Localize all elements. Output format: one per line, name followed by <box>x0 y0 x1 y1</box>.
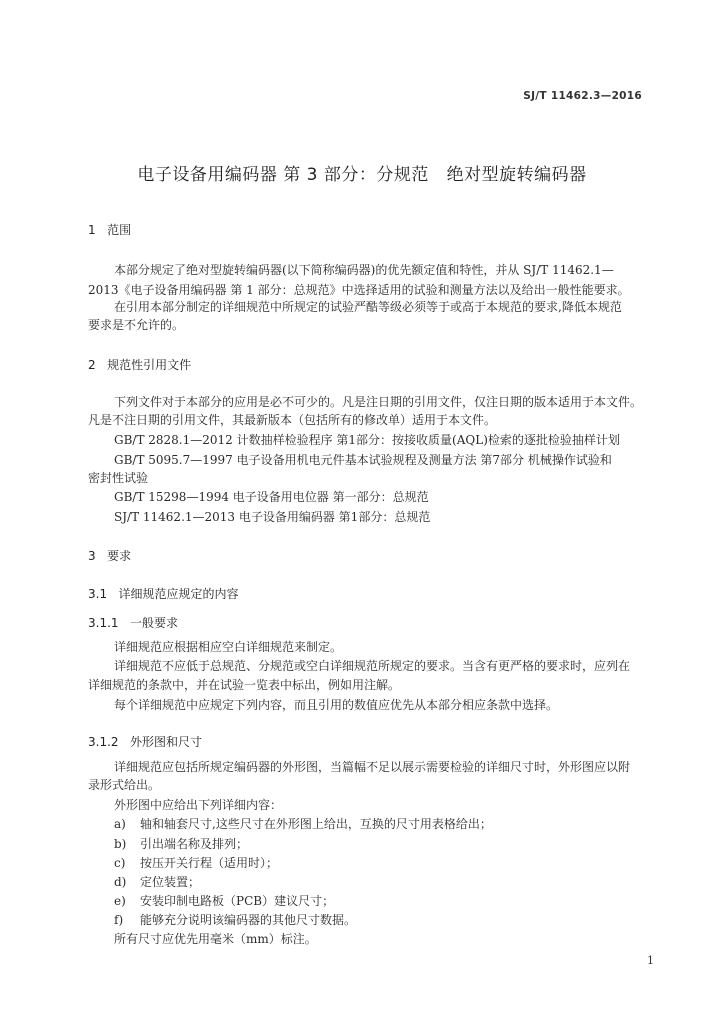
list-item-text: 安装印制电路板（PCB）建议尺寸； <box>140 894 335 908</box>
reference-item: GB/T 15298—1994 电子设备用电位器 第一部分：总规范 <box>114 490 429 504</box>
reference-item: SJ/T 11462.1—2013 电子设备用编码器 第1部分：总规范 <box>114 510 431 524</box>
paragraph-line: 2013《电子设备用编码器 第 1 部分：总规范》中选择适用的试验和测量方法以及给出一般性能要求。 <box>88 283 630 297</box>
list-item <box>114 872 200 892</box>
list-item-label: e) <box>114 894 126 908</box>
paragraph-line: 下列文件对于本部分的应用是必不可少的。凡是注日期的引用文件，仅注日期的版本适用于本文件。 <box>114 395 643 409</box>
list-item <box>114 814 492 834</box>
list-item <box>114 891 334 911</box>
paragraph-line: 凡是不注日期的引用文件，其最新版本（包括所有的修改单）适用于本文件。 <box>88 413 497 427</box>
list-item-text: 按压开关行程（适用时）； <box>140 856 279 870</box>
document-title: 电子设备用编码器 第 3 部分：分规范 绝对型旋转编码器 <box>137 165 587 185</box>
list-item-text: 引出端名称及排列； <box>140 837 249 851</box>
paragraph-line: 每个详细规范中应规定下列内容，而且引用的数值应优先从本部分相应条款中选择。 <box>114 698 559 712</box>
paragraph-line: 要求是不允许的。 <box>88 318 185 332</box>
reference-item-continued: 密封性试验 <box>88 471 149 485</box>
reference-item: GB/T 2828.1—2012 计数抽样检验程序 第1部分：按接收质量(AQL)检索的逐批检验抽样计划 <box>114 433 620 447</box>
list-item-label: d) <box>114 875 127 889</box>
paragraph-line: 在引用本部分制定的详细规范中所规定的试验严酷等级必须等于或高于本规范的要求,降低本规范 <box>114 300 622 314</box>
paragraph-line: 本部分规定了绝对型旋转编码器(以下简称编码器)的优先额定值和特性，并从 SJ/T 11462.1— <box>114 263 614 277</box>
paragraph-line: 详细规范应根据相应空白详细规范来制定。 <box>114 640 343 654</box>
section-3-1-1-heading: 3.1.1 一般要求 <box>88 616 178 630</box>
list-item-text: 轴和轴套尺寸,这些尺寸在外形图上给出，互换的尺寸用表格给出； <box>140 817 492 831</box>
list-item-text: 能够充分说明该编码器的其他尺寸数据。 <box>140 913 357 927</box>
reference-item: GB/T 5095.7—1997 电子设备用机电元件基本试验规程及测量方法 第7部分 机械操作试验和 <box>114 453 612 467</box>
section-3-1-2-heading: 3.1.2 外形图和尺寸 <box>88 735 202 749</box>
paragraph-line: 详细规范不应低于总规范、分规范或空白详细规范所规定的要求。当含有更严格的要求时，应列在 <box>114 659 631 673</box>
paragraph-line: 录形式给出。 <box>88 778 161 792</box>
standard-code: SJ/T 11462.3—2016 <box>523 90 642 102</box>
list-item <box>114 910 356 930</box>
section-3-1-heading: 3.1 详细规范应规定的内容 <box>88 587 239 601</box>
list-item <box>114 853 278 873</box>
list-item-label: a) <box>114 817 126 831</box>
paragraph-line: 外形图中应给出下列详细内容： <box>114 798 283 812</box>
page-number: 1 <box>647 954 654 967</box>
paragraph-line: 所有尺寸应优先用毫米（mm）标注。 <box>114 932 317 946</box>
list-item-label: f) <box>114 913 124 927</box>
list-item-label: c) <box>114 856 126 870</box>
section-3-heading: 3 要求 <box>88 549 132 563</box>
list-item-label: b) <box>114 837 127 851</box>
list-item-text: 定位装置； <box>140 875 201 889</box>
section-2-heading: 2 规范性引用文件 <box>88 358 192 372</box>
paragraph-line: 详细规范应包括所规定编码器的外形图，当篇幅不足以展示需要检验的详细尺寸时，外形图应以附 <box>114 760 631 774</box>
paragraph-line: 详细规范的条款中，并在试验一览表中标出，例如用注解。 <box>88 678 401 692</box>
section-1-heading: 1 范围 <box>88 223 132 237</box>
list-item <box>114 834 248 854</box>
